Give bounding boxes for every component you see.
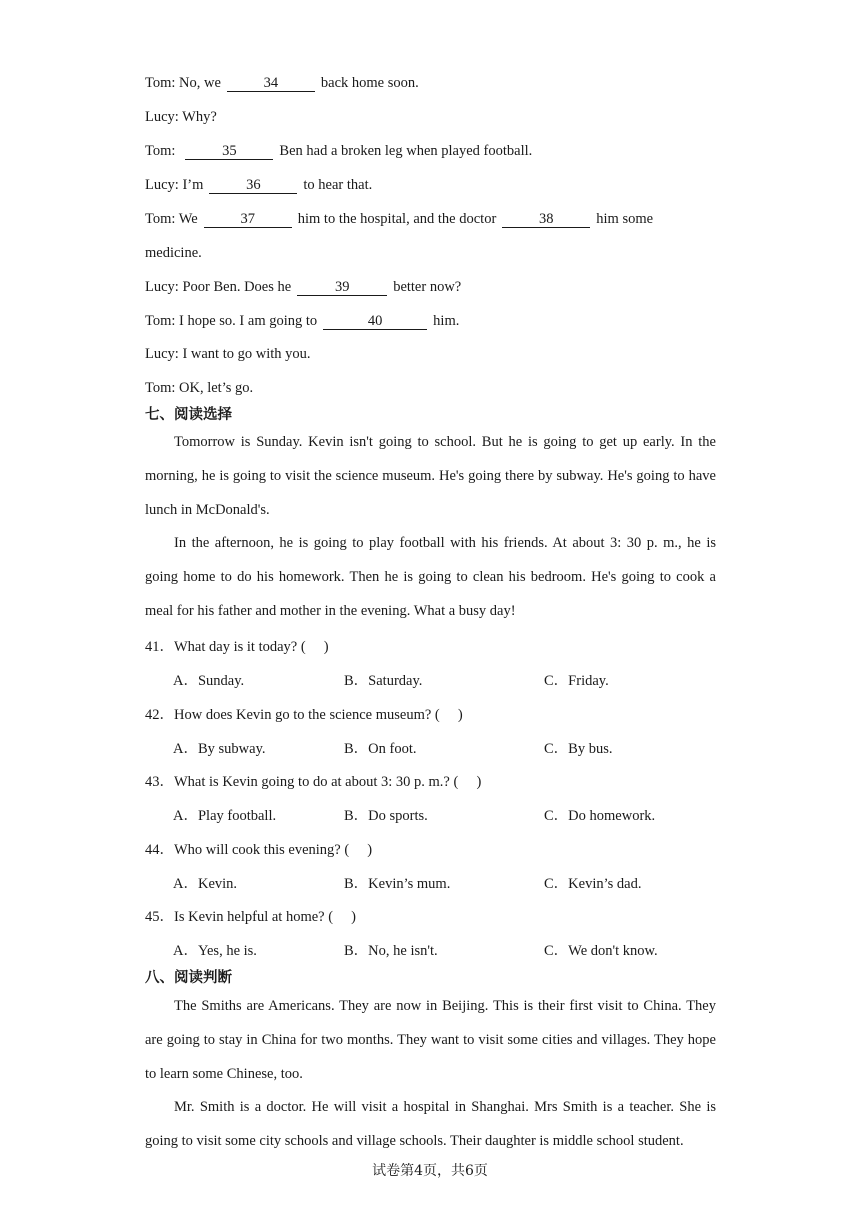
option-c: C．Friday. (544, 673, 609, 689)
option-b: B．On foot. (344, 741, 417, 757)
blank-40: 40 (323, 313, 427, 330)
blank-36: 36 (209, 177, 297, 194)
reading-paragraph: In the afternoon, he is going to play football with his friends. At about 3: 30 p. m., he is going home to do his homework. Then he is going to clean his bedroom. He's going to cook a meal for his father and mother in the evening. What a busy day! (145, 535, 716, 619)
dialogue-line (145, 209, 653, 229)
blank-35: 35 (185, 143, 273, 160)
dialogue-line (145, 73, 419, 93)
option-b: B．Kevin’s mum. (344, 876, 451, 892)
question: 44．Who will cook this evening? ( ) (145, 842, 373, 858)
dialogue-text: him some (596, 211, 654, 227)
dialogue-line (145, 277, 461, 297)
blank-39: 39 (297, 279, 387, 296)
option-b: B．Do sports. (344, 808, 428, 824)
option-b: B．Saturday. (344, 673, 423, 689)
dialogue-text: Tom: No, we (145, 75, 221, 91)
dialogue-text: Lucy: Poor Ben. Does he (145, 279, 292, 295)
question: 42．How does Kevin go to the science museum? ( ) (145, 707, 463, 723)
dialogue-text: Lucy: I’m (145, 177, 204, 193)
dialogue-text: Tom: I hope so. I am going to (145, 313, 318, 329)
dialogue-line (145, 175, 372, 195)
option-c: C．Kevin’s dad. (544, 876, 642, 892)
option-a: A．Kevin. (173, 876, 238, 892)
dialogue-text: better now? (393, 279, 462, 295)
reading-paragraph: Tomorrow is Sunday. Kevin isn't going to school. But he is going to get up early. In the morning, he is going to visit the science museum. He's going there by subway. He's going to have lunch in McDonald's. (145, 434, 716, 518)
dialogue-line (145, 311, 459, 331)
blank-37: 37 (204, 211, 292, 228)
reading-paragraph: The Smiths are Americans. They are now in Beijing. This is their first visit to China. They are going to stay in China for two months. They want to visit some cities and villages. They hope to learn some Chinese, too. (145, 998, 716, 1082)
dialogue-line (145, 141, 532, 161)
dialogue-text: medicine. (145, 245, 202, 261)
dialogue-text: Tom: (145, 143, 176, 159)
question: 43．What is Kevin going to do at about 3: 30 p. m.? ( ) (145, 774, 482, 790)
page-footer: 试卷第4页，共6页 (372, 1163, 488, 1179)
option-a: A．Yes, he is. (173, 943, 257, 959)
dialogue-text: Lucy: Why? (145, 109, 217, 125)
dialogue-line (145, 344, 311, 364)
option-c: C．Do homework. (544, 808, 656, 824)
dialogue-text: Tom: We (145, 211, 198, 227)
dialogue-text: Ben had a broken leg when played football. (279, 143, 533, 159)
reading-paragraph: Mr. Smith is a doctor. He will visit a hospital in Shanghai. Mrs Smith is a teacher. She is going to visit some city schools and village schools. Their daughter is middle school student. (145, 1099, 716, 1149)
section-heading: 七、阅读选择 (145, 407, 232, 423)
dialogue-text: him to the hospital, and the doctor (297, 211, 497, 227)
option-b: B．No, he isn't. (344, 943, 438, 959)
dialogue-text: Tom: OK, let’s go. (145, 380, 254, 396)
dialogue-line (145, 107, 217, 127)
question: 45．Is Kevin helpful at home? ( ) (145, 909, 357, 925)
blank-34: 34 (227, 75, 315, 92)
option-a: A．Sunday. (173, 673, 245, 689)
option-c: C．By bus. (544, 741, 613, 757)
question: 41．What day is it today? ( ) (145, 639, 329, 655)
dialogue-text: him. (433, 313, 460, 329)
option-a: A．By subway. (173, 741, 266, 757)
option-a: A．Play football. (173, 808, 277, 824)
dialogue-text: back home soon. (320, 75, 419, 91)
dialogue-line (145, 243, 202, 263)
dialogue-line (145, 378, 253, 398)
dialogue-text: to hear that. (303, 177, 373, 193)
dialogue-text: Lucy: I want to go with you. (145, 346, 311, 362)
section-heading: 八、阅读判断 (145, 970, 232, 986)
blank-38: 38 (502, 211, 590, 228)
option-c: C．We don't know. (544, 943, 658, 959)
